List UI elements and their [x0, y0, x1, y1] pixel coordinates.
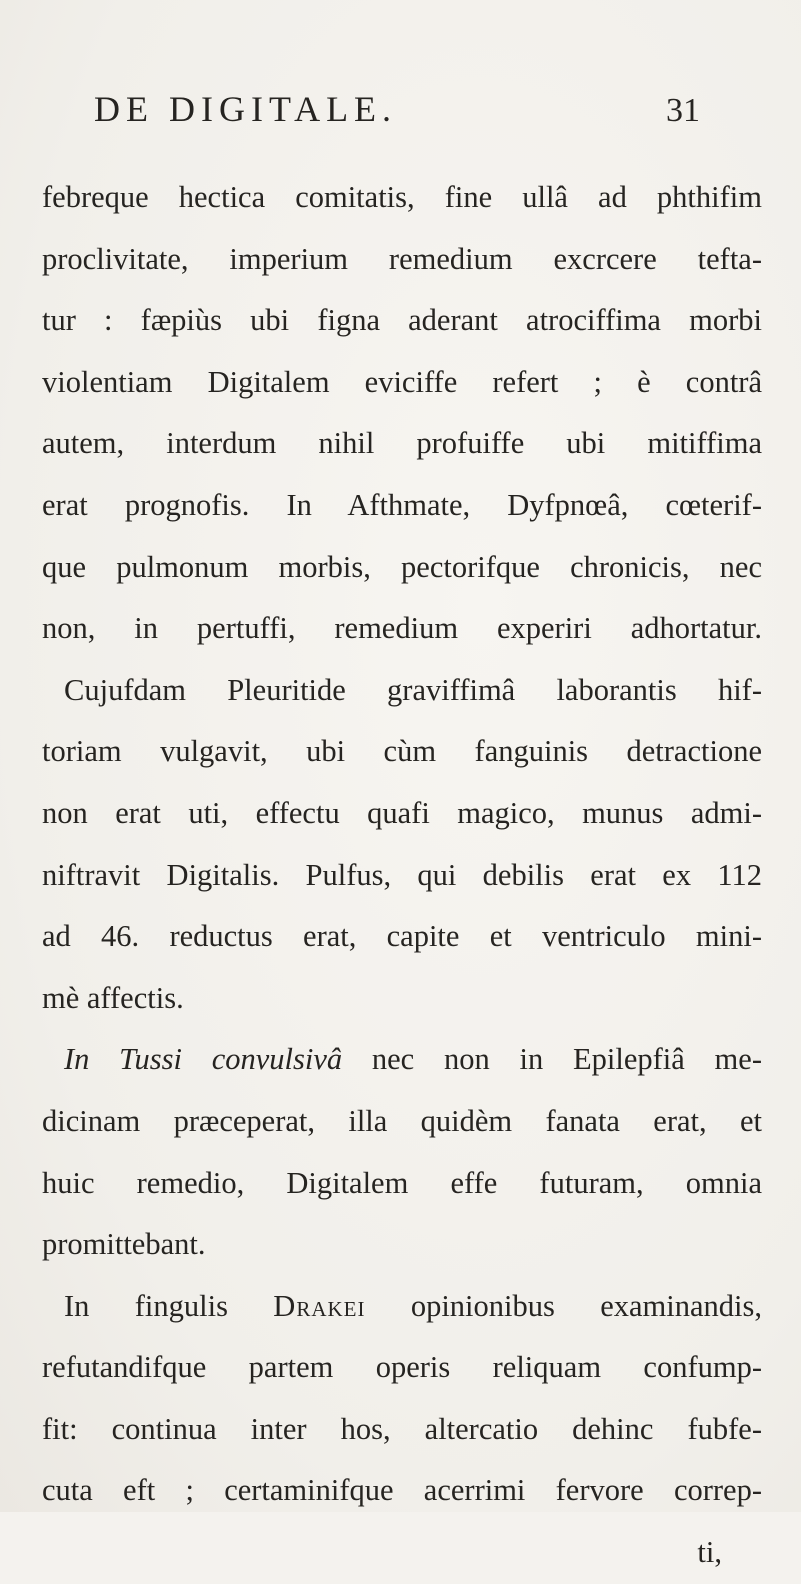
text-line: febreque hectica comitatis, fine ullâ ad phthifim [42, 180, 762, 214]
text-line: proclivitate, imperium remedium excrcere tefta- [42, 241, 762, 276]
text-line: promittebant. [42, 1227, 206, 1262]
text-line: tur : fæpiùs ubi figna aderant atrociffima morbi [42, 303, 762, 338]
text-line: cuta eft ; certaminifque acerrimi fervore correp- [42, 1473, 762, 1508]
text-line: que pulmonum morbis, pectorifque chronicis, nec [42, 549, 762, 584]
line-start: In fingulis [64, 1288, 274, 1323]
running-title: DE DIGITALE. [94, 89, 398, 129]
text-line: erat prognofis. In Afthmate, Dyfpnœâ, cœterif- [42, 487, 762, 522]
text-line: fit: continua inter hos, altercatio dehinc fubfe- [42, 1411, 762, 1446]
text-line: refutandifque partem operis reliquam confump- [42, 1350, 762, 1385]
catchword: ti, [697, 1535, 722, 1570]
text-line: mè affectis. [42, 980, 184, 1015]
page-number: 31 [666, 92, 700, 129]
text-line [42, 1029, 762, 1091]
text-line: dicinam præceperat, illa quidèm fanata erat, et [42, 1103, 762, 1138]
text-line: non, in pertuffi, remedium experiri adhortatur. [42, 611, 762, 646]
text-line: non erat uti, effectu quafi magico, munus admi- [42, 795, 762, 830]
text-line: ad 46. reductus erat, capite et ventriculo mini- [42, 919, 762, 954]
text-line: violentiam Digitalem eviciffe refert ; è contrâ [42, 364, 762, 399]
text-line [42, 1276, 762, 1338]
text-line: niftravit Digitalis. Pulfus, qui debilis erat ex 112 [42, 857, 762, 892]
body-text [42, 167, 762, 1584]
line-continuation: nec non in Epilepfiâ me- [342, 1042, 762, 1077]
running-head [94, 88, 700, 138]
line-continuation: opinionibus examinandis, [365, 1288, 762, 1323]
author-name: Drakei [273, 1288, 366, 1323]
text-line: toriam vulgavit, ubi cùm fanguinis detractione [42, 734, 762, 769]
text-line: Cujufdam Pleuritide graviffimâ laborantis hif- [64, 672, 762, 707]
text-line: autem, interdum nihil profuiffe ubi mitiffima [42, 426, 762, 461]
italic-phrase: In Tussi convulsivâ [64, 1042, 343, 1077]
text-line: huic remedio, Digitalem effe futuram, omnia [42, 1165, 762, 1200]
